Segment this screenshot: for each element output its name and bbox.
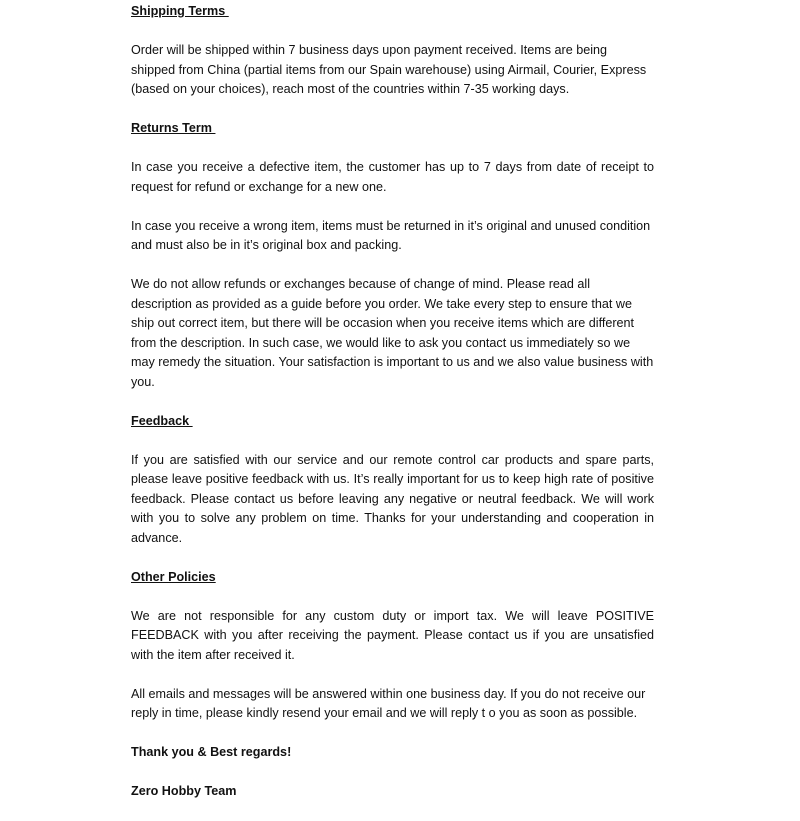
other-policies-tax-paragraph: We are not responsible for any custom duty or import tax. We will leave POSITIVE FEEDBACK with you after receiving the payment. Please contact us if you are unsatisfied with the item after received it.	[131, 608, 654, 662]
returns-no-refund-paragraph: We do not allow refunds or exchanges because of change of mind. Please read all description as provided as a guide before you order. We take every step to ensure that we ship out correct item, but there will be occasion when you receive items which are different from the description. In such case, we would like to ask you contact us immediately so we may remedy the situation. Your satisfaction is important to us and we also value business with you.	[131, 277, 654, 389]
policy-document	[131, 2, 654, 821]
returns-defective-paragraph: In case you receive a defective item, the customer has up to 7 days from date of receipt to request for refund or exchange for a new one.	[131, 160, 654, 194]
returns-wrong-item-paragraph: In case you receive a wrong item, items must be returned in it’s original and unused condition and must also be in it’s original box and packing.	[131, 218, 651, 252]
shipping-terms-heading: Shipping Terms	[131, 4, 229, 18]
returns-term-heading: Returns Term	[131, 121, 216, 135]
other-policies-emails-paragraph: All emails and messages will be answered within one business day. If you do not receive our reply in time, please kindly resend your email and we will reply t o you as soon as possible.	[131, 686, 646, 720]
feedback-heading: Feedback	[131, 413, 193, 428]
feedback-paragraph: If you are satisfied with our service and our remote control car products and spare parts, please leave positive feedback with us. It’s really important for us to keep high rate of positive feedback. Please contact us before leaving any negative or neutral feedback. We will work with you to solve any problem on time. Thanks for your understanding and cooperation in advance.	[131, 452, 654, 545]
other-policies-heading: Other Policies	[131, 569, 216, 584]
shipping-terms-paragraph: Order will be shipped within 7 business days upon payment received. Items are being shipped from China (partial items from our Spain warehouse) using Airmail, Courier, Express (based on your choices), reach most of the countries within 7-35 working days.	[131, 43, 647, 96]
closing-regards: Thank you & Best regards!	[131, 745, 292, 759]
closing-team-signature: Zero Hobby Team	[131, 784, 237, 798]
